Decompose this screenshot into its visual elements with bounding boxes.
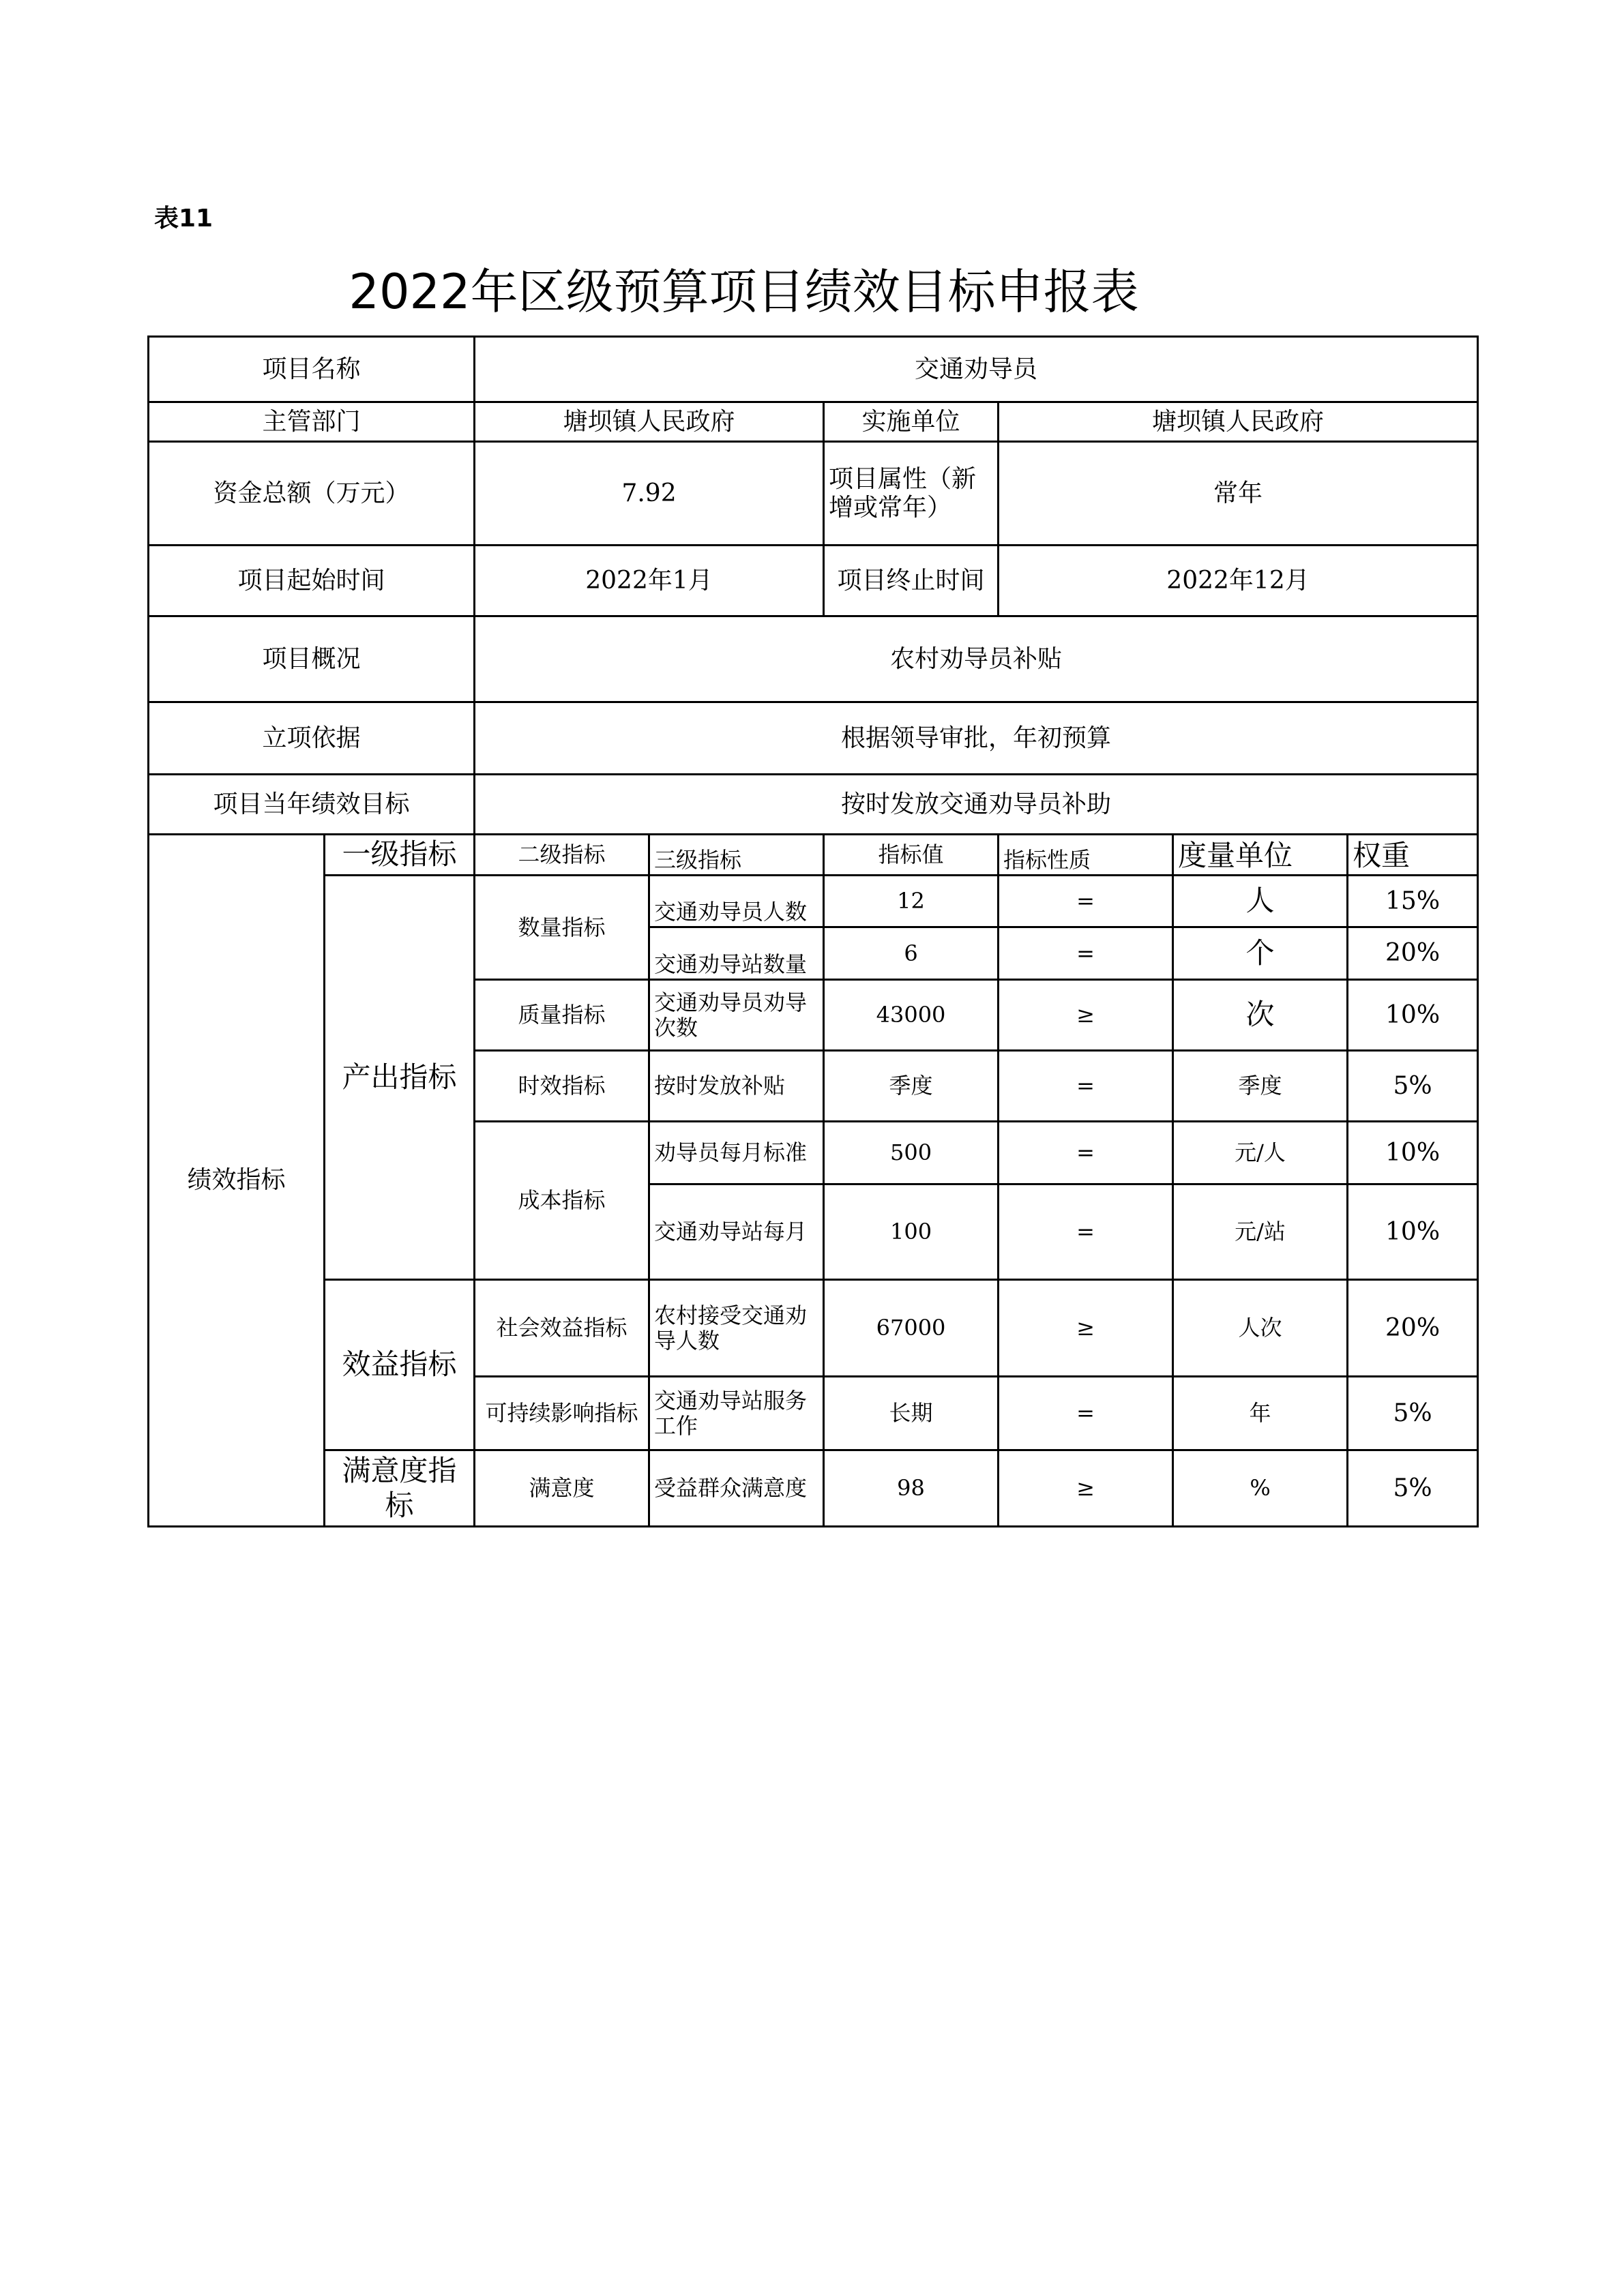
nature-cell: ≥ <box>999 980 1173 1051</box>
level3-cell: 交通劝导员人数 <box>649 876 824 927</box>
table-row <box>149 876 1478 927</box>
header-level2: 二级指标 <box>475 835 649 876</box>
weight-cell: 5% <box>1348 1051 1478 1122</box>
unit-cell: 次 <box>1173 980 1348 1051</box>
project-name-label: 项目名称 <box>149 337 475 402</box>
header-level1: 一级指标 <box>325 835 475 876</box>
level3-cell: 交通劝导员劝导次数 <box>649 980 824 1051</box>
level2-sustainable: 可持续影响指标 <box>475 1377 649 1450</box>
value-cell: 6 <box>824 927 999 980</box>
impl-value: 塘坝镇人民政府 <box>999 402 1478 442</box>
row-fund <box>149 442 1478 546</box>
nature-cell: = <box>999 1051 1173 1122</box>
row-project-name <box>149 337 1478 402</box>
row-period <box>149 546 1478 616</box>
level3-cell: 按时发放补贴 <box>649 1051 824 1122</box>
value-cell: 67000 <box>824 1280 999 1377</box>
document-title: 2022年区级预算项目绩效目标申报表 <box>349 264 1139 320</box>
value-cell: 12 <box>824 876 999 927</box>
level1-benefit: 效益指标 <box>325 1280 475 1450</box>
header-level3: 三级指标 <box>649 835 824 876</box>
level3-cell: 农村接受交通劝导人数 <box>649 1280 824 1377</box>
dept-label: 主管部门 <box>149 402 475 442</box>
nature-cell: ≥ <box>999 1450 1173 1527</box>
performance-target-table <box>147 336 1479 1527</box>
unit-cell: 元/人 <box>1173 1122 1348 1184</box>
level2-satisfaction: 满意度 <box>475 1450 649 1527</box>
unit-cell: 年 <box>1173 1377 1348 1450</box>
level3-cell: 劝导员每月标准 <box>649 1122 824 1184</box>
level2-quantity: 数量指标 <box>475 876 649 980</box>
row-dept <box>149 402 1478 442</box>
header-nature: 指标性质 <box>999 835 1173 876</box>
nature-cell: = <box>999 876 1173 927</box>
end-label: 项目终止时间 <box>824 546 999 616</box>
fund-value: 7.92 <box>475 442 824 546</box>
unit-cell: % <box>1173 1450 1348 1527</box>
value-cell: 100 <box>824 1184 999 1280</box>
value-cell: 98 <box>824 1450 999 1527</box>
weight-cell: 10% <box>1348 1184 1478 1280</box>
level3-cell: 交通劝导站数量 <box>649 927 824 980</box>
weight-cell: 5% <box>1348 1450 1478 1527</box>
start-value: 2022年1月 <box>475 546 824 616</box>
overview-label: 项目概况 <box>149 616 475 702</box>
header-weight: 权重 <box>1348 835 1478 876</box>
unit-cell: 季度 <box>1173 1051 1348 1122</box>
header-value: 指标值 <box>824 835 999 876</box>
value-cell: 43000 <box>824 980 999 1051</box>
perf-header-row <box>149 835 1478 876</box>
value-cell: 500 <box>824 1122 999 1184</box>
impl-label: 实施单位 <box>824 402 999 442</box>
goal-label: 项目当年绩效目标 <box>149 775 475 835</box>
overview-value: 农村劝导员补贴 <box>475 616 1478 702</box>
level1-output: 产出指标 <box>325 876 475 1280</box>
nature-cell: = <box>999 1122 1173 1184</box>
basis-value: 根据领导审批，年初预算 <box>475 702 1478 775</box>
level3-cell: 交通劝导站每月 <box>649 1184 824 1280</box>
attr-label: 项目属性（新增或常年） <box>824 442 999 546</box>
fund-label: 资金总额（万元） <box>149 442 475 546</box>
weight-cell: 10% <box>1348 980 1478 1051</box>
value-cell: 长期 <box>824 1377 999 1450</box>
weight-cell: 15% <box>1348 876 1478 927</box>
unit-cell: 人 <box>1173 876 1348 927</box>
weight-cell: 10% <box>1348 1122 1478 1184</box>
row-overview <box>149 616 1478 702</box>
unit-cell: 人次 <box>1173 1280 1348 1377</box>
nature-cell: ≥ <box>999 1280 1173 1377</box>
nature-cell: = <box>999 1184 1173 1280</box>
level2-quality: 质量指标 <box>475 980 649 1051</box>
weight-cell: 5% <box>1348 1377 1478 1450</box>
end-value: 2022年12月 <box>999 546 1478 616</box>
dept-value: 塘坝镇人民政府 <box>475 402 824 442</box>
table-row <box>149 1280 1478 1377</box>
table-row <box>149 1450 1478 1527</box>
table-number-label: 表11 <box>154 205 213 233</box>
unit-cell: 元/站 <box>1173 1184 1348 1280</box>
goal-value: 按时发放交通劝导员补助 <box>475 775 1478 835</box>
level2-cost: 成本指标 <box>475 1122 649 1280</box>
value-cell: 季度 <box>824 1051 999 1122</box>
row-basis <box>149 702 1478 775</box>
header-unit: 度量单位 <box>1173 835 1348 876</box>
weight-cell: 20% <box>1348 1280 1478 1377</box>
perf-section-label: 绩效指标 <box>149 835 325 1527</box>
basis-label: 立项依据 <box>149 702 475 775</box>
project-name-value: 交通劝导员 <box>475 337 1478 402</box>
level3-cell: 交通劝导站服务工作 <box>649 1377 824 1450</box>
level2-social: 社会效益指标 <box>475 1280 649 1377</box>
weight-cell: 20% <box>1348 927 1478 980</box>
row-goal <box>149 775 1478 835</box>
level3-cell: 受益群众满意度 <box>649 1450 824 1527</box>
start-label: 项目起始时间 <box>149 546 475 616</box>
unit-cell: 个 <box>1173 927 1348 980</box>
nature-cell: = <box>999 927 1173 980</box>
attr-value: 常年 <box>999 442 1478 546</box>
nature-cell: = <box>999 1377 1173 1450</box>
level2-timeliness: 时效指标 <box>475 1051 649 1122</box>
level1-satisfaction: 满意度指标 <box>325 1450 475 1527</box>
